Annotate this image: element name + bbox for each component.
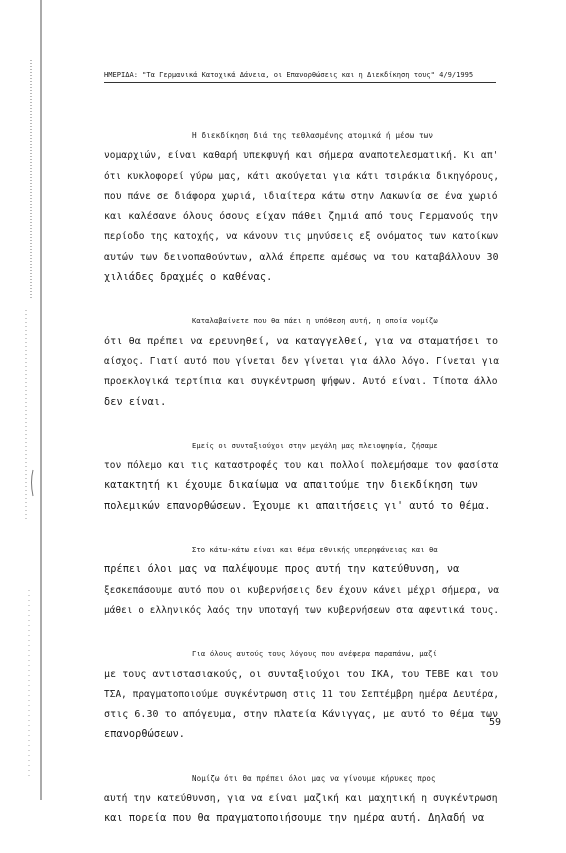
paragraph <box>104 126 504 288</box>
text-line: περίοδο της κατοχής, να κάνουν τις μηνύσεις εξ ονόματος των κατοίκων <box>104 231 499 243</box>
text-line: νομαρχιών, είναι καθαρή υπεκφυγή και σήμερα αναποτελεσματική. Κι απ' <box>104 150 499 162</box>
header-divider <box>104 82 496 83</box>
text-line: χιλιάδες δραχμές ο καθένας. <box>104 272 273 284</box>
text-line: μάθει ο ελληνικός λαός την υποταγή των κυβερνήσεων στα αφεντικά τους. <box>104 604 500 616</box>
text-line: πολεμικών επανορθώσεων. Έχουμε κι απαιτήσεις γι' αυτό το θέμα. <box>104 500 491 512</box>
text-line: ΤΣΑ, πραγματοποιούμε συγκέντρωση στις 11 του Σεπτέμβρη ημέρα Δευτέρα, <box>104 688 500 700</box>
text-line: Η διεκδίκηση διά της τεθλασμένης ατομικά ή μέσω των <box>192 131 434 140</box>
text-line: Καταλαβαίνετε που θα πάει η υπόθεση αυτή, η οποία νομίζω <box>192 316 438 326</box>
text-line: αυτών των δεινοπαθούντων, αλλά έπρεπε αμέσως να του καταβάλλουν 30 <box>104 251 499 263</box>
text-line: κατακτητή κι έχουμε δικαίωμα να απαιτούμε την διεκδίκηση των <box>104 480 479 492</box>
text-line: ότι θα πρέπει να ερευνηθεί, να καταγγελθεί, για να σταματήσει το <box>104 335 499 347</box>
document-body <box>104 126 504 853</box>
binding-edge-marks <box>0 0 46 800</box>
text-line: ότι κυκλοφορεί γύρω μας, κάτι ακούγεται για κάτι τσιράκια δικηγόρους, <box>104 170 500 182</box>
document-header: ΗΜΕΡΙΔΑ: "Τα Γερμανικά Κατοχικά Δάνεια, οι Επανορθώσεις και η Διεκδίκηση τους" 4/9/1995 <box>104 70 474 79</box>
text-line: Εμείς οι συνταξιούχοι στην μεγάλη μας πλειοψηφία, ζήσαμε <box>192 440 438 450</box>
text-line: πρέπει όλοι μας να παλέψουμε προς αυτή την κατεύθυνση, να <box>104 564 460 576</box>
text-line: επανορθώσεων. <box>104 729 186 741</box>
text-line: τον πόλεμο και τις καταστροφές του και πολλοί πολεμήσαμε τον φασίστα <box>104 460 499 472</box>
paragraph <box>104 644 504 745</box>
text-line: Για όλους αυτούς τους λόγους που ανέφερα παραπάνω, μαζί <box>192 649 438 659</box>
text-line: αίσχος. Γιατί αυτό που γίνεται δεν γίνεται για άλλο λόγο. Γίνεται για <box>104 355 500 367</box>
text-line: με τους αντιστασιακούς, οι συνταξιούχοι του ΙΚΑ, του ΤΕΒΕ και του <box>104 668 499 680</box>
paragraph <box>104 769 504 830</box>
text-line: ξεσκεπάσουμε αυτό που οι κυβερνήσεις δεν έχουν κάνει μέχρι σήμερα, να <box>104 584 500 596</box>
text-line: προεκλογικά τερτίπια και συγκέντρωση ψήφων. Αυτό είναι. Τίποτα άλλο <box>104 376 498 388</box>
text-line: αυτή την κατεύθυνση, για να είναι μαζική και μαχητική η συγκέντρωση <box>104 793 498 805</box>
paragraph <box>104 311 504 412</box>
paragraph <box>104 540 504 621</box>
text-line: στις 6.30 το απόγευμα, στην πλατεία Κάνιγγας, με αυτό το θέμα των <box>104 709 499 721</box>
text-line: και καλέσανε όλους όσους είχαν πάθει ζημιά από τους Γερμανούς την <box>104 211 499 223</box>
paragraph <box>104 436 504 517</box>
text-line: Στο κάτω-κάτω είναι και θέμα εθνικής υπερηφάνειας και θα <box>192 545 438 555</box>
text-line: δεν είναι. <box>104 396 167 408</box>
text-line: που πάνε σε διάφορα χωριά, ιδιαίτερα κάτω στην Λακωνία σε ένα χωριό <box>104 190 498 202</box>
text-line: Νομίζω ότι θα πρέπει όλοι μας να γίνουμε κήρυκες προς <box>192 773 436 783</box>
page-number: 59 <box>489 717 502 728</box>
text-line: και πορεία που θα πραγματοποιήσουμε την ημέρα αυτή. Δηλαδή να <box>104 813 485 825</box>
